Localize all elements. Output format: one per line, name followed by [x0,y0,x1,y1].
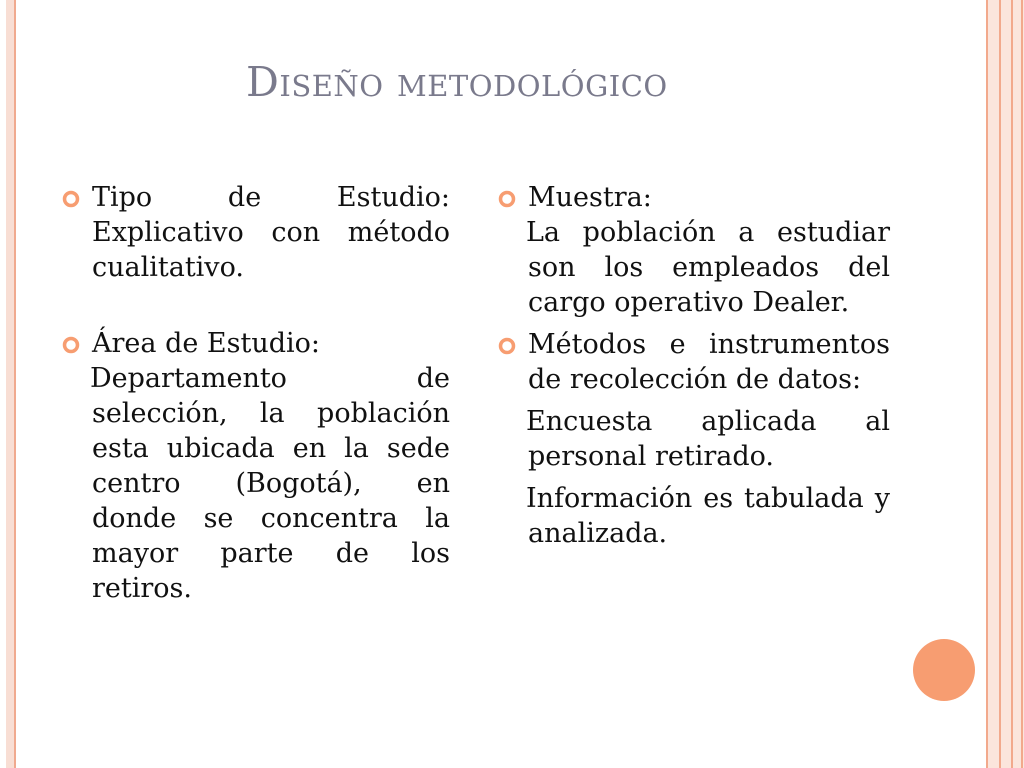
bullet-ring-icon [62,190,80,208]
left-frame-band [6,0,14,768]
slide-title: Diseño metodológico [246,58,668,106]
metodos-detail-encuesta: Encuesta aplicada al personal retirado. [526,406,890,472]
area-estudio-label: Área de Estudio: [92,328,320,359]
right-frame-line [1011,0,1013,768]
bullet-muestra [498,180,890,215]
bullet-ring-icon [498,190,516,208]
bullet-tipo-estudio [62,180,450,285]
bullet-ring-icon [62,336,80,354]
metodos-label: Métodos e instrumentos de recolección de datos: [528,329,890,395]
left-column [62,180,450,606]
right-frame-line [999,0,1001,768]
metodos-detail-informacion: Información es tabulada y analizada. [526,483,890,549]
muestra-label: Muestra: [528,182,652,213]
decorative-orange-circle [913,639,975,701]
muestra-detail: La población a estudiar son los empleados del cargo operativo Dealer. [526,217,890,318]
bullet-metodos [498,327,890,397]
area-estudio-detail: Departamento de selección, la población esta ubicada en la sede centro (Bogotá), en donde se concentra la mayor parte de los retiros. [90,363,450,604]
left-frame-line [14,0,16,768]
right-frame-line [986,0,988,768]
right-frame-line [1021,0,1023,768]
right-column [498,180,890,551]
tipo-estudio-text: Tipo de Estudio: Explicativo con método cualitativo. [92,182,450,283]
bullet-ring-icon [498,337,516,355]
bullet-area-estudio [62,326,450,361]
right-frame-band [986,0,1024,768]
